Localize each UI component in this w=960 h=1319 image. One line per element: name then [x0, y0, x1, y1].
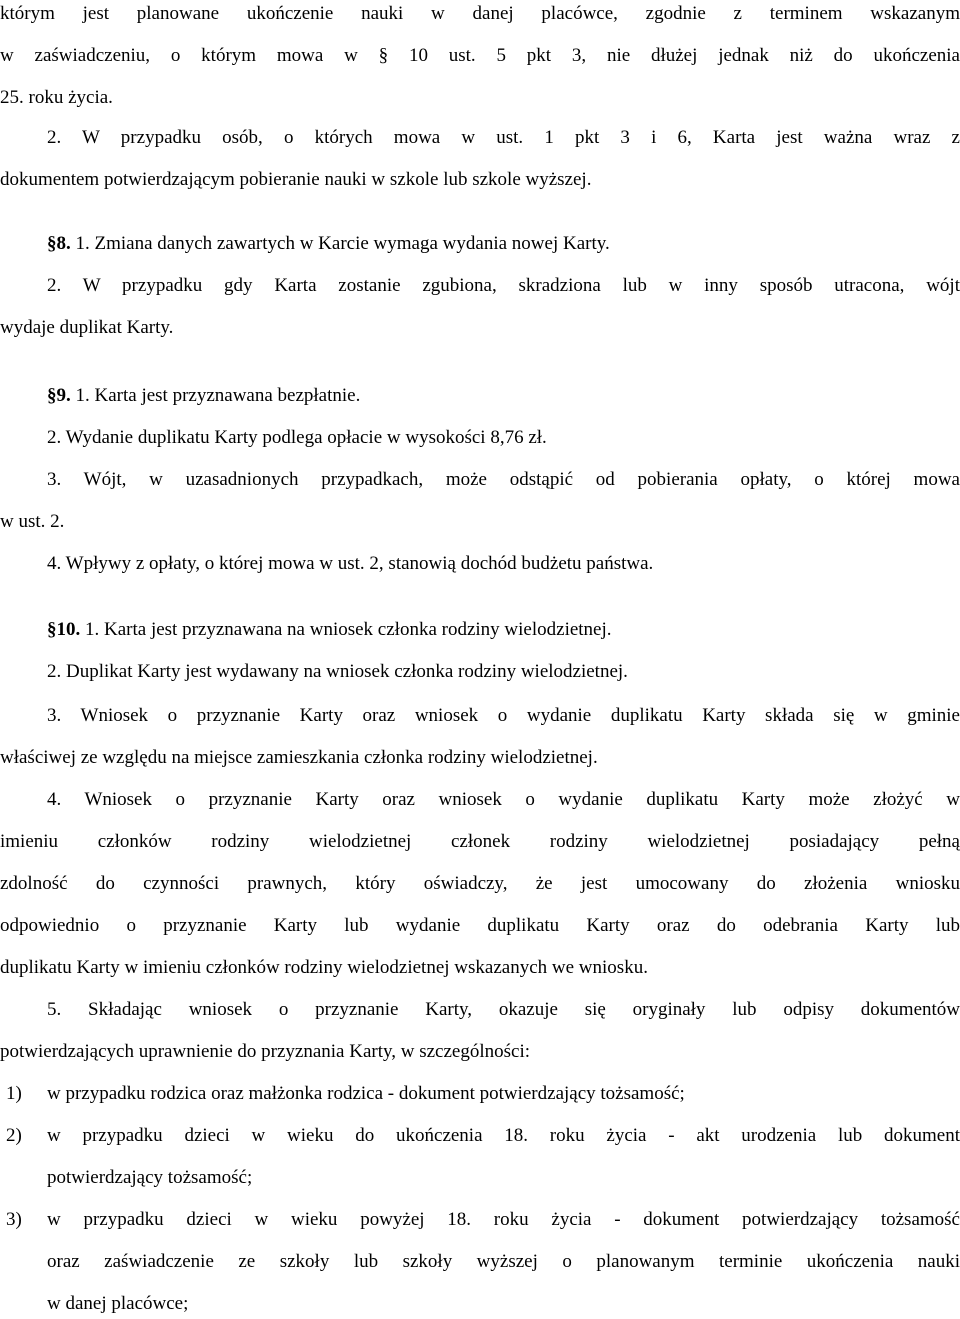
- section-text: 1. Zmiana danych zawartych w Karcie wymaga wydania nowej Karty.: [70, 233, 610, 254]
- text-line: 3. Wniosek o przyznanie Karty oraz wniosek o wydanie duplikatu Karty składa się w gminie: [47, 705, 960, 726]
- text-line: zdolność do czynności prawnych, który oświadczy, że jest umocowany do złożenia wniosku: [0, 873, 960, 894]
- text-line: którym jest planowane ukończenie nauki w danej placówce, zgodnie z terminem wskazanym: [0, 3, 960, 24]
- section-number: 8.: [56, 233, 71, 254]
- section-symbol: §: [47, 385, 57, 406]
- list-item-text: w przypadku dzieci w wieku powyżej 18. roku życia - dokument potwierdzający tożsamość: [47, 1209, 960, 1230]
- text-line: imieniu członków rodziny wielodzietnej członek rodziny wielodzietnej posiadający pełną: [0, 831, 960, 852]
- section-heading-8: [47, 232, 960, 256]
- list-item-text: potwierdzający tożsamość;: [47, 1167, 253, 1188]
- text-line: w ust. 2.: [0, 511, 65, 532]
- text-line: duplikatu Karty w imieniu członków rodziny wielodzietnej wskazanych we wniosku.: [0, 957, 648, 978]
- section-text: 1. Karta jest przyznawana na wniosek członka rodziny wielodzietnej.: [80, 619, 612, 640]
- text-line: 2. Duplikat Karty jest wydawany na wniosek członka rodziny wielodzietnej.: [47, 661, 628, 682]
- text-line: 2. Wydanie duplikatu Karty podlega opłacie w wysokości 8,76 zł.: [47, 427, 547, 448]
- section-heading-9: [47, 384, 960, 408]
- text-line: 5. Składając wniosek o przyznanie Karty, okazuje się oryginały lub odpisy dokumentów: [47, 999, 960, 1020]
- list-item-text: w przypadku dzieci w wieku do ukończenia 18. roku życia - akt urodzenia lub dokument: [47, 1125, 960, 1146]
- text-line: 2. W przypadku gdy Karta zostanie zgubiona, skradziona lub w inny sposób utracona, wójt: [47, 275, 960, 296]
- section-number: 10.: [56, 619, 81, 640]
- section-number: 9.: [56, 385, 71, 406]
- section-text: 1. Karta jest przyznawana bezpłatnie.: [70, 385, 361, 406]
- text-line: właściwej ze względu na miejsce zamieszkania członka rodziny wielodzietnej.: [0, 747, 598, 768]
- text-line: 4. Wpływy z opłaty, o której mowa w ust. 2, stanowią dochód budżetu państwa.: [47, 553, 654, 574]
- text-line: w zaświadczeniu, o którym mowa w § 10 ust. 5 pkt 3, nie dłużej jednak niż do ukończenia: [0, 45, 960, 66]
- list-item-number: 2): [6, 1125, 22, 1146]
- text-line: potwierdzających uprawnienie do przyznania Karty, w szczególności:: [0, 1041, 531, 1062]
- text-line: 2. W przypadku osób, o których mowa w ust. 1 pkt 3 i 6, Karta jest ważna wraz z: [47, 127, 960, 148]
- text-line: dokumentem potwierdzającym pobieranie nauki w szkole lub szkole wyższej.: [0, 169, 592, 190]
- text-line: odpowiednio o przyznanie Karty lub wydanie duplikatu Karty oraz do odebrania Karty lub: [0, 915, 960, 936]
- text-line: 25. roku życia.: [0, 87, 113, 108]
- text-line: 4. Wniosek o przyznanie Karty oraz wniosek o wydanie duplikatu Karty może złożyć w: [47, 789, 960, 810]
- section-heading-10: [47, 618, 960, 642]
- section-symbol: §: [47, 233, 57, 254]
- list-item-number: 1): [6, 1083, 22, 1104]
- list-item-text: w przypadku rodzica oraz małżonka rodzica - dokument potwierdzający tożsamość;: [47, 1083, 685, 1104]
- section-symbol: §: [47, 619, 57, 640]
- list-item-number: 3): [6, 1209, 22, 1230]
- list-item-text: oraz zaświadczenie ze szkoły lub szkoły wyższej o planowanym terminie ukończenia nauki: [47, 1251, 960, 1272]
- list-item-text: w danej placówce;: [47, 1293, 189, 1314]
- text-line: wydaje duplikat Karty.: [0, 317, 174, 338]
- text-line: 3. Wójt, w uzasadnionych przypadkach, może odstąpić od pobierania opłaty, o której mowa: [47, 469, 960, 490]
